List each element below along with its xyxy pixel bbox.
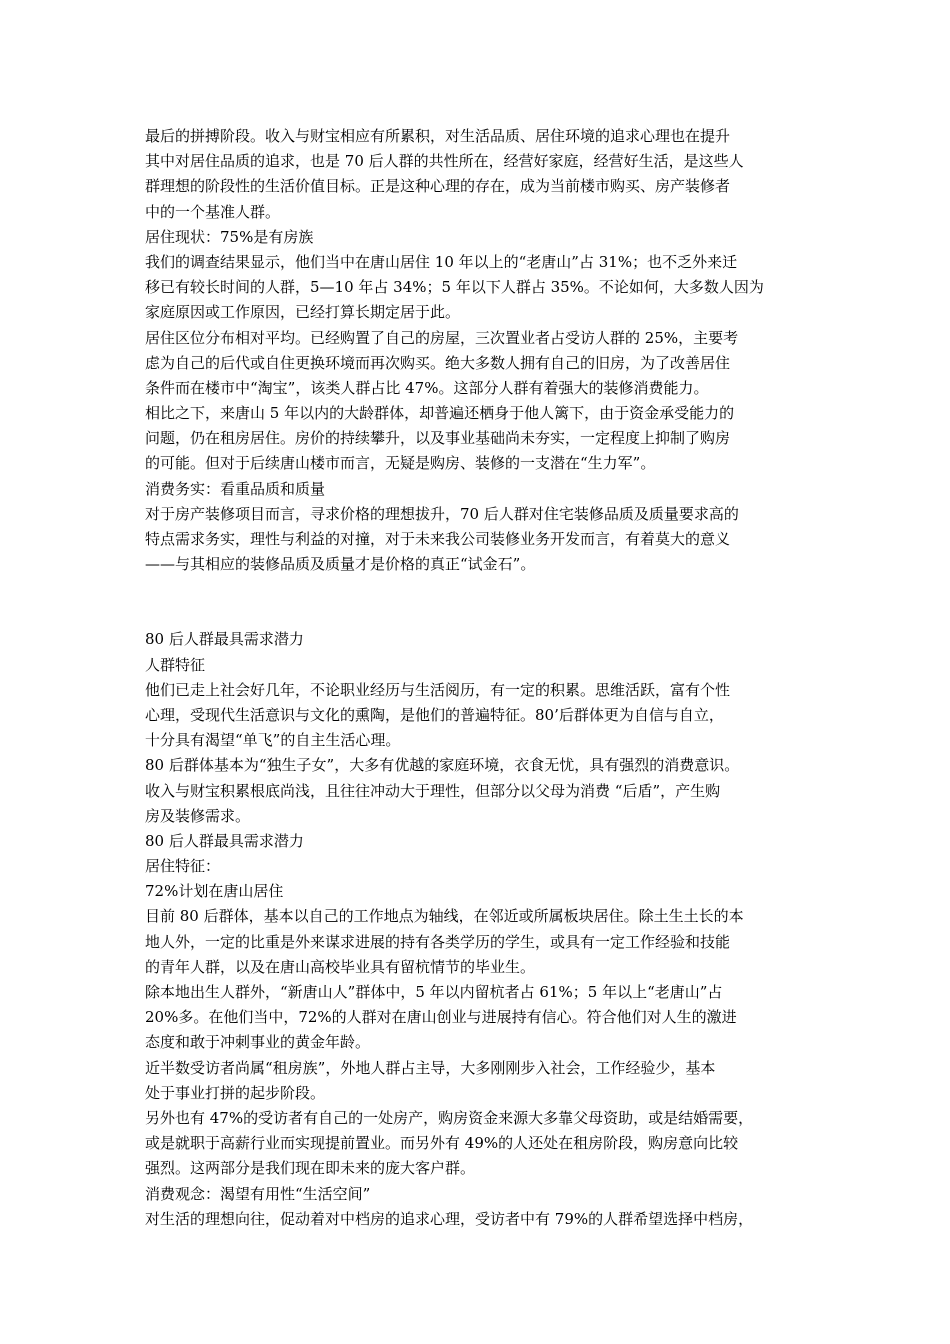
text-line: 虑为自己的后代或自住更换环境而再次购买。绝大多数人拥有自己的旧房，为了改善居住 — [145, 353, 731, 372]
text-line: 态度和敢于冲刺事业的黄金年龄。 — [145, 1033, 371, 1052]
text-line: 对于房产装修项目而言，寻求价格的理想拔升，70 后人群对住宅装修品质及质量要求高的 — [145, 504, 739, 523]
section-70s-group — [145, 124, 810, 577]
text-line: 另外也有 47%的受访者有自己的一处房产，购房资金来源大多靠父母资助，或是结婚需要， — [145, 1108, 754, 1127]
text-line: 处于事业打拼的起步阶段。 — [145, 1083, 326, 1102]
text-line: 最后的拼搏阶段。收入与财宝相应有所累积，对生活品质、居住环境的追求心理也在提升 — [145, 127, 731, 145]
text-line: 的可能。但对于后续唐山楼市而言，无疑是购房、装修的一支潜在“生力军”。 — [145, 454, 656, 473]
text-line: 群理想的阶段性的生活价值目标。正是这种心理的存在，成为当前楼市购买、房产装修者 — [145, 177, 731, 196]
text-line: 人群特征 — [145, 655, 206, 674]
text-line: 除本地出生人群外，“新唐山人”群体中，5 年以内留杭者占 61%；5 年以上“老唐山”占 — [145, 983, 723, 1001]
text-line: 对生活的理想向往，促动着对中档房的追求心理，受访者中有 79%的人群希望选择中档房， — [145, 1209, 754, 1228]
text-line: 20%多。在他们当中，72%的人群对在唐山创业与进展持有信心。符合他们对人生的激进 — [145, 1008, 737, 1027]
text-line: 消费务实：看重品质和质量 — [145, 479, 326, 498]
text-line: 目前 80 后群体，基本以自己的工作地点为轴线，在邻近或所属板块居住。除土生土长的本 — [145, 907, 744, 926]
text-line: 强烈。这两部分是我们现在即未来的庞大客户群。 — [145, 1159, 476, 1178]
text-line: 72%计划在唐山居住 — [145, 882, 284, 901]
text-line: 消费观念：渴望有用性“生活空间” — [145, 1184, 371, 1203]
text-line: 条件而在楼市中“淘宝”，该类人群占比 47%。这部分人群有着强大的装修消费能力。 — [145, 378, 709, 397]
text-line: 十分具有渴望“单飞”的自主生活心理。 — [145, 731, 401, 750]
text-line: ——与其相应的装修品质及质量才是价格的真正“试金石”。 — [145, 555, 536, 574]
section-gap — [145, 577, 810, 627]
text-line: 收入与财宝积累根底尚浅，且往往冲动大于理性，但部分以父母为消费 “后盾”，产生购 — [145, 781, 721, 800]
text-line: 相比之下，来唐山 5 年以内的大龄群体，却普遍还栖身于他人篱下，由于资金承受能力的 — [145, 404, 735, 423]
text-line: 我们的调查结果显示，他们当中在唐山居住 10 年以上的“老唐山”占 31%；也不乏外来迁 — [145, 252, 738, 271]
text-line: 居住区位分布相对平均。已经购置了自己的房屋，三次置业者占受访人群的 25%，主要考 — [145, 328, 739, 347]
text-line: 他们已走上社会好几年，不论职业经历与生活阅历，有一定的积累。思维活跃，富有个性 — [145, 680, 731, 699]
text-line: 家庭原因或工作原因，已经打算长期定居于此。 — [145, 303, 461, 322]
text-line: 的青年人群，以及在唐山高校毕业具有留杭情节的毕业生。 — [145, 957, 536, 976]
text-line: 房及装修需求。 — [145, 806, 251, 825]
text-line: 居住现状：75%是有房族 — [145, 227, 314, 246]
document-page — [145, 124, 810, 1232]
text-line: 中的一个基准人群。 — [145, 202, 281, 221]
text-line: 问题，仍在租房居住。房价的持续攀升，以及事业基础尚未夯实，一定程度上抑制了购房 — [145, 429, 731, 448]
text-line: 80 后人群最具需求潜力 — [145, 630, 304, 649]
text-line: 近半数受访者尚属“租房族”，外地人群占主导，大多刚刚步入社会，工作经验少，基本 — [145, 1058, 716, 1077]
text-line: 特点需求务实，理性与利益的对撞，对于未来我公司装修业务开发而言，有着莫大的意义 — [145, 530, 731, 548]
text-line: 地人外，一定的比重是外来谋求进展的持有各类学历的学生，或具有一定工作经验和技能 — [145, 932, 731, 951]
text-line: 其中对居住品质的追求，也是 70 后人群的共性所在，经营好家庭，经营好生活，是这些人 — [145, 152, 744, 171]
section-80s-group — [145, 627, 810, 1232]
text-line: 移已有较长时间的人群，5—10 年占 34%；5 年以下人群占 35%。不论如何，大多数人因为 — [145, 278, 764, 297]
text-line: 或是就职于高薪行业而实现提前置业。而另外有 49%的人还处在租房阶段，购房意向比较 — [145, 1134, 739, 1153]
text-line: 80 后人群最具需求潜力 — [145, 831, 304, 850]
text-line: 80 后群体基本为“独生子女”，大多有优越的家庭环境，衣食无忧，具有强烈的消费意识。 — [145, 756, 740, 775]
text-line: 心理，受现代生活意识与文化的熏陶，是他们的普遍特征。80’后群体更为自信与自立， — [145, 705, 724, 724]
text-line: 居住特征： — [145, 857, 221, 876]
